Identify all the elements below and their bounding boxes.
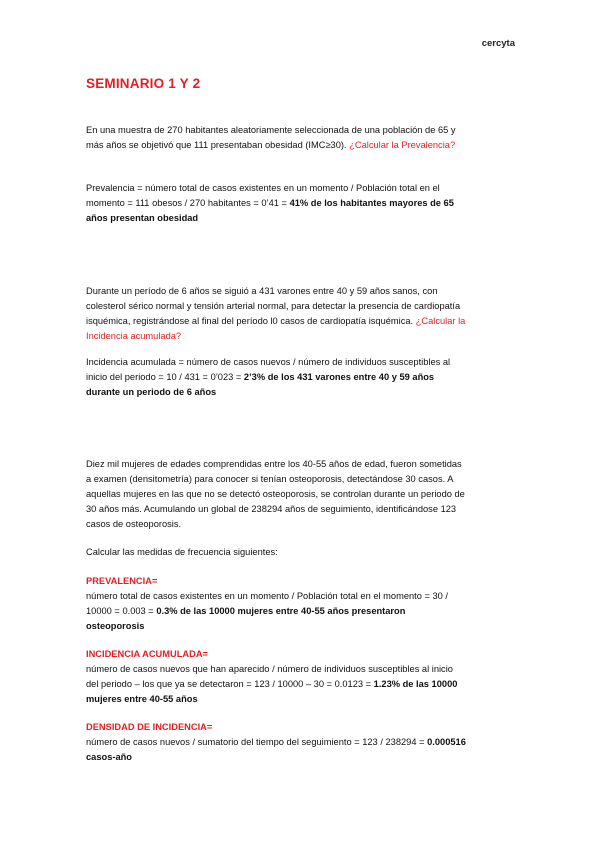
prevalencia-formula: número total de casos existentes en un momento / Población total en el momento = 30 / 10000 = 0.003 =	[86, 591, 449, 616]
exercise-1-statement	[86, 123, 466, 153]
incidencia-acumulada-formula: número de casos nuevos que han aparecido / número de individuos susceptibles al inicio del periodo – los que ya se detectaron = 123 / 10000 – 30 = 0.0123 =	[86, 664, 453, 689]
prevalencia-result: 0.3% de las 10000 mujeres entre 40-55 años presentaron osteoporosis	[86, 606, 406, 631]
exercise-2-text: Durante un período de 6 años se siguió a 431 varones entre 40 y 59 años sanos, con colesterol sérico normal y tensión arterial normal, para detectar la presencia de cardiopatía isquémica, registrándose al final del período l0 casos de cardiopatía isquémica.	[86, 286, 461, 326]
densidad-incidencia-result: 0.000516 casos-año	[86, 737, 466, 762]
incidencia-acumulada-result: 1.23% de las 10000 mujeres entre 40-55 años	[86, 679, 458, 704]
prevalencia-label: PREVALENCIA=	[86, 576, 158, 586]
exercise-2-formula: Incidencia acumulada = número de casos nuevos / número de individuos susceptibles al inicio del periodo = 10 / 431 = 0’023 =	[86, 357, 451, 382]
exercise-2-statement	[86, 284, 466, 344]
exercise-2-question: ¿Calcular la Incidencia acumulada?	[86, 316, 466, 341]
exercise-1-formula: Prevalencia = número total de casos existentes en un momento / Población total en el momento = 111 obesos / 270 habitantes = 0’41 =	[86, 183, 440, 208]
densidad-incidencia-formula: número de casos nuevos / sumatorio del tiempo del seguimiento = 123 / 238294 =	[86, 737, 425, 747]
exercise-3-intro: Calcular las medidas de frecuencia siguientes:	[86, 547, 278, 557]
incidencia-acumulada-answer	[86, 662, 466, 707]
exercise-2-answer	[86, 355, 466, 400]
prevalencia-answer	[86, 589, 466, 634]
densidad-incidencia-label: DENSIDAD DE INCIDENCIA=	[86, 722, 213, 732]
exercise-1-result: 41% de los habitantes mayores de 65 años presentan obesidad	[86, 198, 454, 223]
incidencia-acumulada-label: INCIDENCIA ACUMULADA=	[86, 649, 208, 659]
page-title: SEMINARIO 1 Y 2	[86, 76, 201, 91]
exercise-1-question: ¿Calcular la Prevalencia?	[349, 140, 456, 150]
brand-label: cercyta	[481, 38, 515, 49]
exercise-1-answer	[86, 181, 466, 226]
exercise-1-text: En una muestra de 270 habitantes aleatoriamente seleccionada de una población de 65 y más años se objetivó que 111 presentaban obesidad (IMC≥30).	[86, 125, 456, 150]
exercise-3-statement: Diez mil mujeres de edades comprendidas entre los 40-55 años de edad, fueron sometidas a examen (densitometría) para conocer si tenían osteoporosis, detectándose 30 casos. A aquellas mujeres en las que no se detectó osteoporosis, se controlan durante un periodo de 30 años más. Acumulando un global de 238294 años de seguimiento, identificándose 123 casos de osteoporosis.	[86, 459, 465, 529]
exercise-2-result: 2’3% de los 431 varones entre 40 y 59 años durante un periodo de 6 años	[86, 372, 435, 397]
densidad-incidencia-answer	[86, 735, 466, 765]
